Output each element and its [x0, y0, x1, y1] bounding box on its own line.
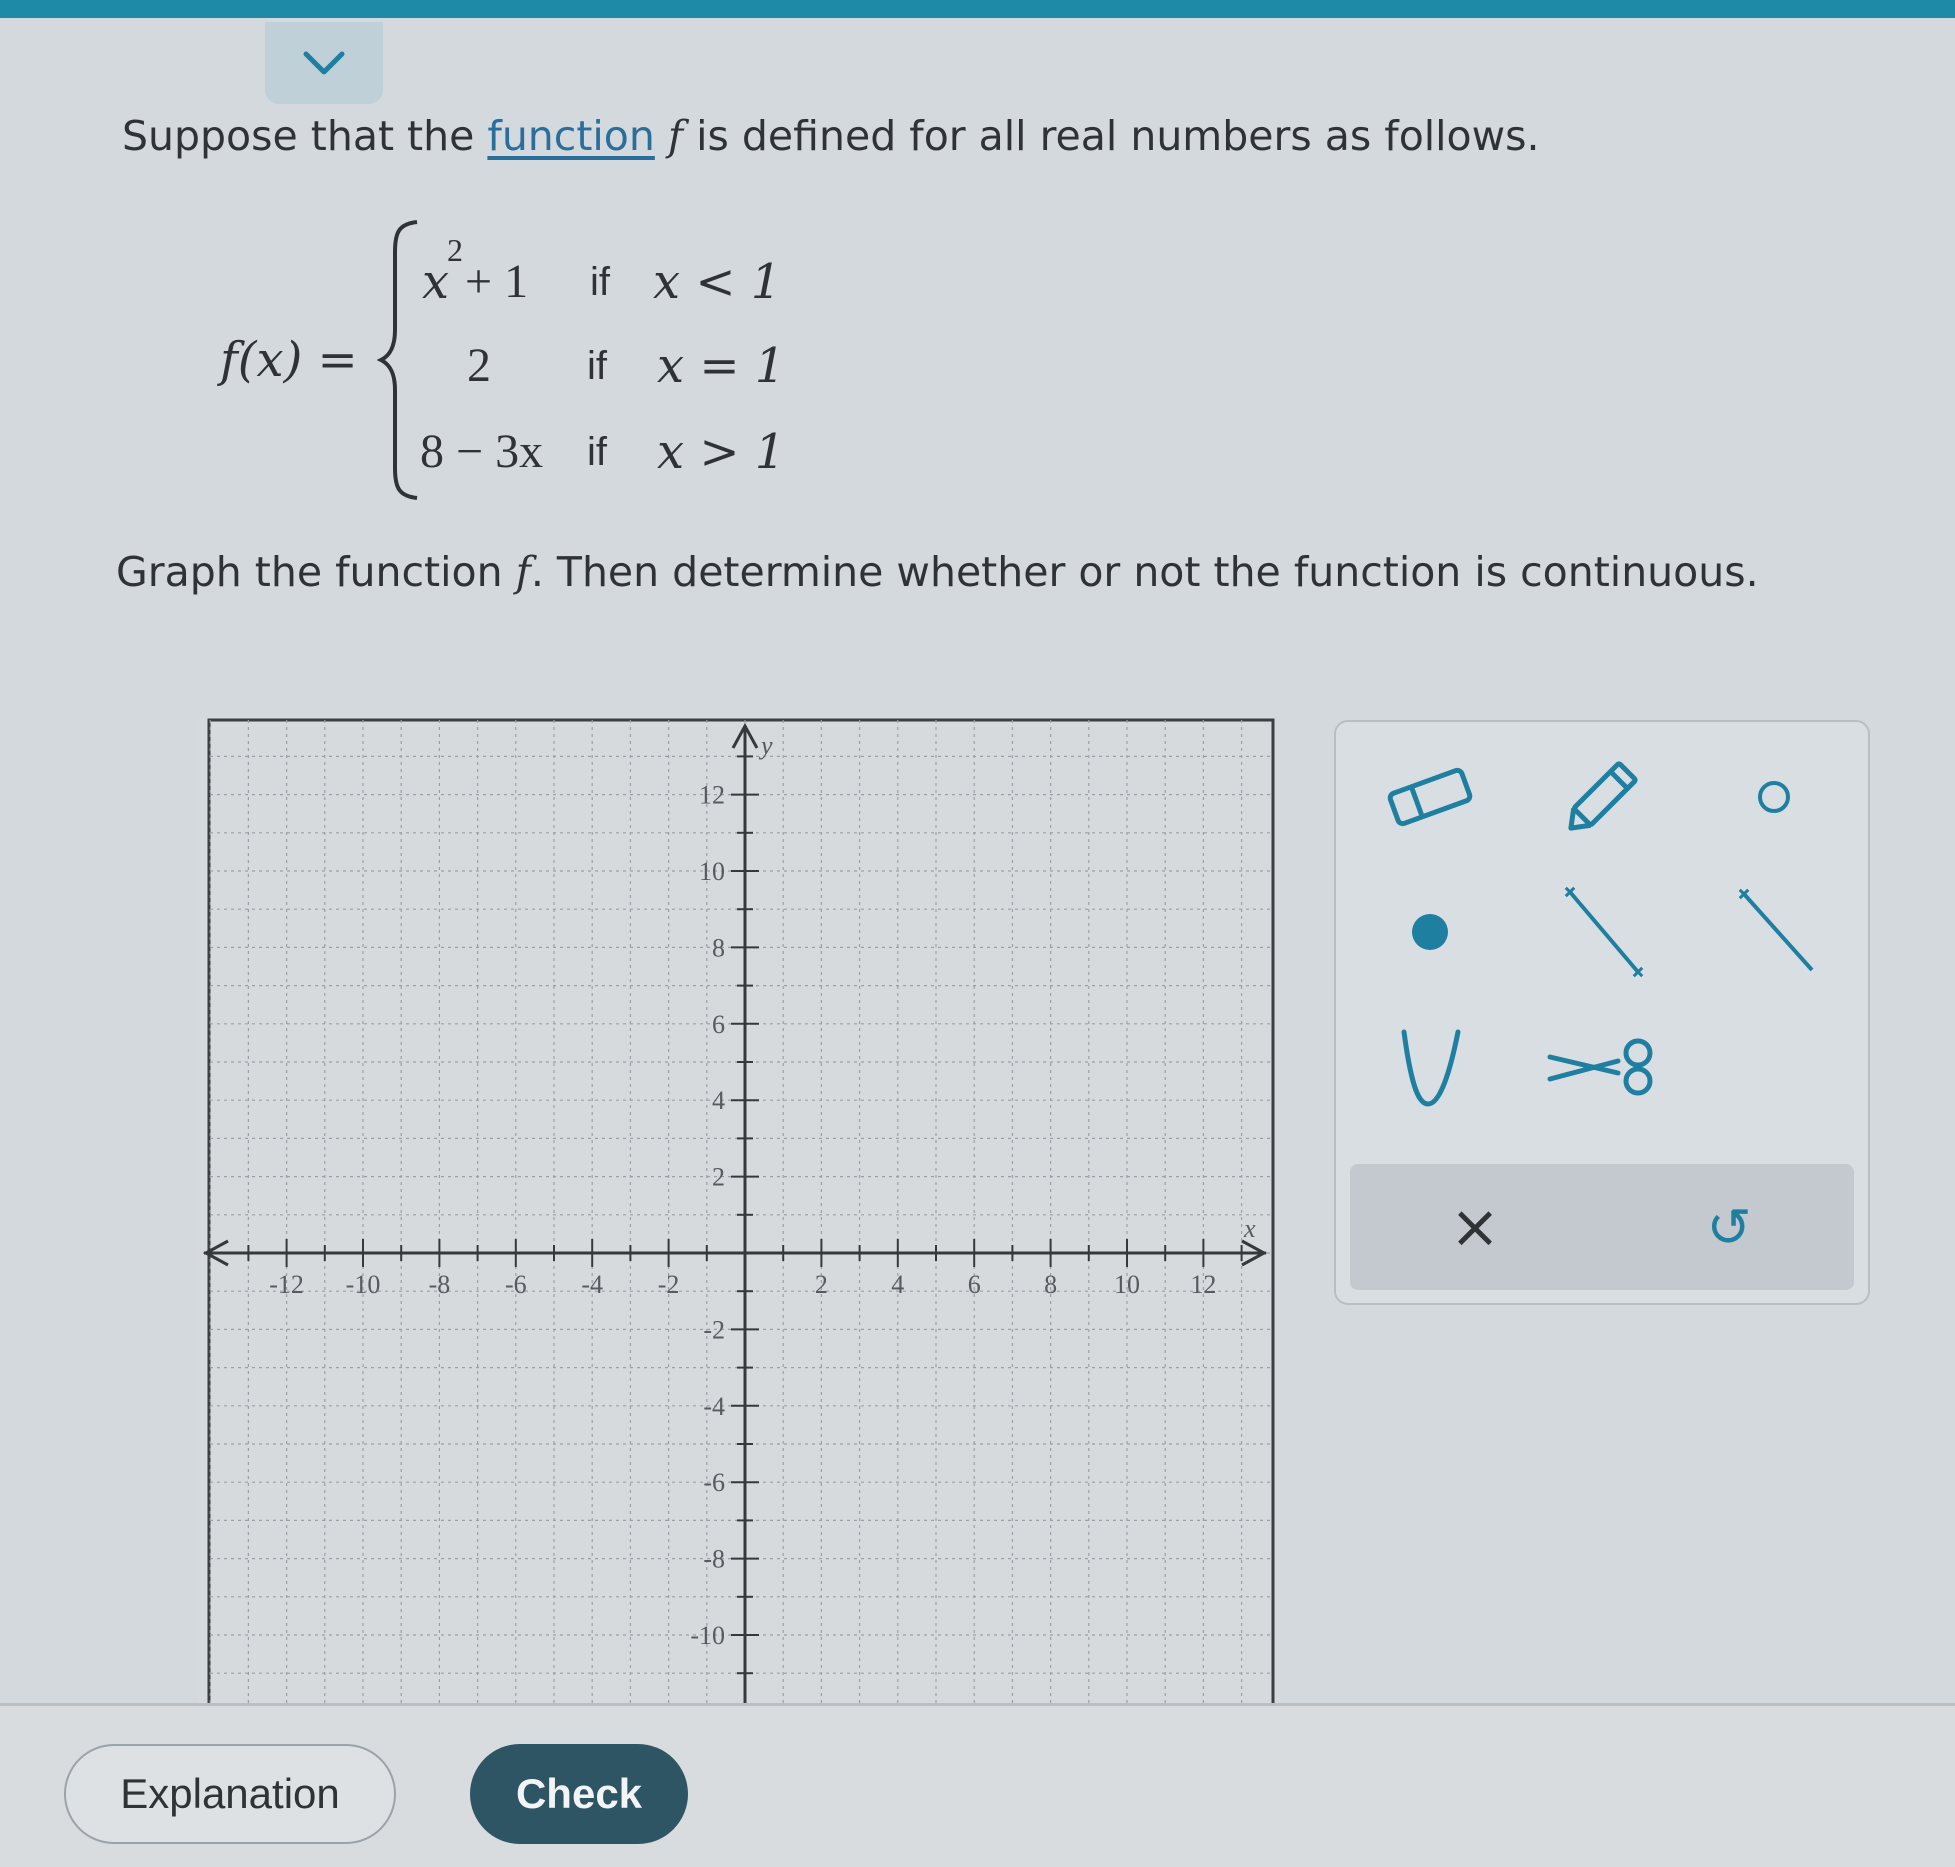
y-tick-label: 4: [712, 1086, 725, 1116]
function-definition-link[interactable]: function: [487, 112, 655, 160]
x-tick-label: -4: [581, 1270, 604, 1299]
footer-bar: [0, 1703, 1955, 1867]
row2-expression: 2: [467, 339, 491, 392]
row1-condition: x < 1: [653, 254, 782, 310]
ray-tool-button[interactable]: [1714, 877, 1834, 987]
y-tick-label: 2: [712, 1162, 725, 1192]
piecewise-lhs: f(x) =: [220, 332, 358, 388]
eraser-icon: [1380, 757, 1480, 837]
y-tick-label: -10: [690, 1621, 725, 1650]
parabola-icon: [1390, 1022, 1470, 1112]
y-tick-label: 10: [699, 857, 725, 886]
eraser-tool-button[interactable]: [1370, 742, 1490, 852]
instruction-text-end: . Then determine whether or not the function is continuous.: [530, 548, 1759, 596]
closed-circle-icon: [1405, 907, 1455, 957]
x-tick-label: -10: [345, 1270, 381, 1299]
x-tick-label: 8: [1044, 1270, 1058, 1299]
y-tick-label: 6: [712, 1009, 725, 1039]
x-tick-label: 2: [814, 1270, 828, 1299]
x-tick-label: 4: [891, 1270, 905, 1299]
pencil-icon: [1552, 752, 1652, 842]
prompt-text-end: is defined for all real numbers as follows.: [683, 112, 1540, 160]
x-tick-label: -8: [428, 1270, 451, 1299]
piecewise-definition: [215, 210, 786, 510]
x-tick-label: 6: [967, 1270, 981, 1299]
row3-if: if: [587, 430, 607, 474]
instruction-function-name: f: [515, 548, 531, 596]
parabola-tool-button[interactable]: [1370, 1012, 1490, 1122]
y-tick-label: 8: [712, 933, 725, 963]
y-tick-label: -8: [703, 1544, 725, 1574]
x-tick-label: -12: [269, 1270, 304, 1299]
x-tick-label: 10: [1114, 1270, 1140, 1299]
row1-expression-tail: + 1: [465, 255, 529, 308]
scissors-tool-button[interactable]: [1542, 1012, 1662, 1122]
row1-exponent: 2: [447, 232, 463, 268]
pencil-tool-button[interactable]: [1542, 742, 1662, 852]
question-prompt: [122, 112, 1540, 160]
check-button[interactable]: Check: [470, 1744, 688, 1844]
undo-icon: ↺: [1706, 1195, 1752, 1259]
y-tick-label: -4: [703, 1391, 725, 1421]
prompt-text: Suppose that the: [122, 112, 488, 160]
ray-icon: [1724, 882, 1824, 982]
segment-tool-button[interactable]: [1542, 877, 1662, 987]
undo-button[interactable]: [1604, 1164, 1854, 1290]
coordinate-plane[interactable]: [198, 718, 1276, 1703]
row1-if: if: [590, 260, 610, 304]
instruction-text: Graph the function: [116, 548, 516, 596]
x-tick-label: 12: [1190, 1270, 1217, 1299]
row3-expression: 8 − 3x: [420, 425, 544, 478]
graph-action-bar: [1350, 1164, 1854, 1290]
y-tick-label: 12: [699, 780, 725, 810]
closed-point-tool-button[interactable]: [1370, 877, 1490, 987]
y-tick-label: -6: [703, 1468, 725, 1498]
y-tick-label: -2: [703, 1315, 725, 1345]
segment-icon: [1552, 882, 1652, 982]
x-tick-label: -2: [657, 1270, 680, 1299]
row3-condition: x > 1: [657, 424, 786, 480]
plane-background: [198, 718, 1276, 1703]
graph-instruction: [116, 548, 1759, 596]
close-icon: ×: [1449, 1192, 1501, 1262]
x-axis-label: x: [1244, 1214, 1256, 1243]
function-name: f: [654, 112, 684, 160]
graphing-canvas[interactable]: [198, 718, 1276, 1703]
scissors-icon: [1542, 1027, 1662, 1107]
row2-if: if: [587, 344, 607, 388]
row2-condition: x = 1: [657, 338, 786, 394]
open-point-tool-button[interactable]: [1714, 742, 1834, 852]
x-tick-label: -6: [504, 1270, 527, 1299]
y-axis-label: y: [761, 731, 773, 760]
explanation-button[interactable]: Explanation: [64, 1744, 396, 1844]
graphing-toolbox: [1334, 720, 1870, 1305]
row1-expression-base: x: [422, 254, 450, 310]
clear-graph-button[interactable]: [1350, 1164, 1600, 1290]
open-circle-icon: [1749, 772, 1799, 822]
